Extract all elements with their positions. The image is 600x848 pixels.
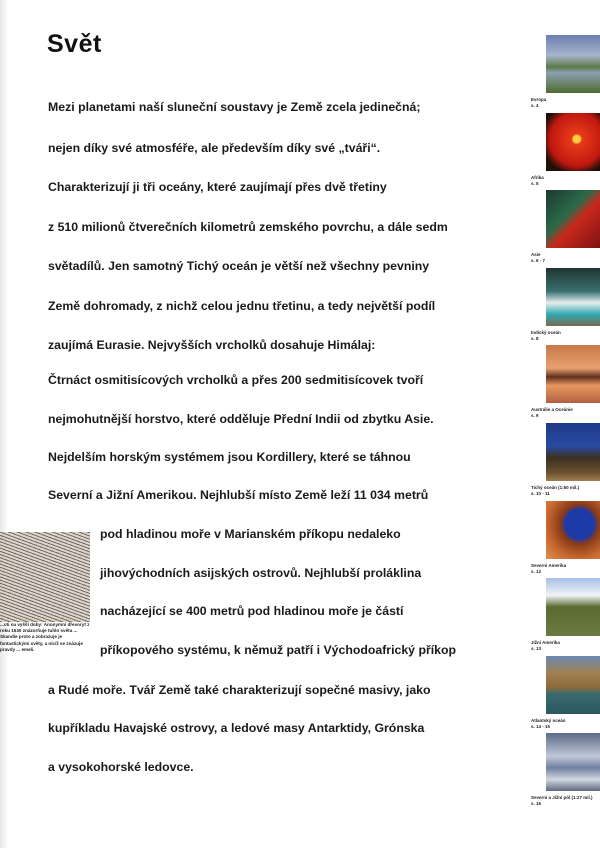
section-page: s. 4 xyxy=(531,103,539,108)
section-name: Evropa xyxy=(531,97,547,102)
section-name: Tichý oceán (1:50 mil.) xyxy=(531,485,580,490)
page-title: Svět xyxy=(47,30,102,58)
section-thumbnail[interactable] xyxy=(546,190,600,248)
section-caption xyxy=(531,97,546,109)
section-thumbnail[interactable] xyxy=(546,423,600,481)
text-line: a Rudé moře. Tvář Země také charakterizují sopečné masivy, jako xyxy=(48,683,431,697)
section-name: Severní a Jižní pól (1:27 mil.) xyxy=(531,795,593,801)
section-caption xyxy=(531,330,561,342)
section-thumbnail[interactable] xyxy=(546,345,600,403)
section-name: Afrika xyxy=(531,174,544,180)
text-line: Nejdelším horským systémem jsou Kordillery, které se táhnou xyxy=(48,450,411,464)
text-line: nejen díky své atmosféře, ale především díky své „tváři“. xyxy=(48,141,381,155)
section-thumbnail[interactable] xyxy=(546,501,600,559)
text-line: kupříkladu Havajské ostrovy, a ledové masy Antarktidy, Grónska xyxy=(48,721,425,735)
section-caption xyxy=(531,640,560,652)
section-page: s. 10 - 11 xyxy=(531,491,550,496)
section-thumbnail[interactable] xyxy=(546,35,600,93)
section-caption xyxy=(531,252,545,264)
text-line: Čtrnáct osmitisícových vrcholků a přes 200 sedmitisícovek tvoří xyxy=(48,373,424,387)
section-thumbnail[interactable] xyxy=(546,656,600,714)
section-name: Indický oceán xyxy=(531,329,561,335)
text-line: pod hladinou moře v Marianském příkopu nedaleko xyxy=(100,527,401,541)
text-line: Země dohromady, z nichž celou jednu třetinu, a tedy největší podíl xyxy=(48,299,436,313)
section-page: s. 12 xyxy=(531,568,542,574)
section-thumbnail[interactable] xyxy=(546,578,600,636)
section-name: Asie xyxy=(531,252,541,258)
section-page: s. 8 xyxy=(531,335,539,341)
text-line: jihovýchodních asijských ostrovů. Nejhlubší proláklina xyxy=(100,566,422,580)
section-name: Atlantský oceán xyxy=(531,717,566,723)
section-caption xyxy=(531,485,579,497)
woodcut-caption: ...oti na vyšší doby: Anonymní dřevoryt z roku 1530 znázorňuje tuhlo světa ... Skandie proto a zobrazuje je fantastickými světy, a nícíž se znázuje pravdy ... emeli. xyxy=(0,622,90,652)
woodcut-image xyxy=(0,532,90,622)
section-page: s. 5 xyxy=(531,180,539,186)
text-line: Severní a Jižní Amerikou. Nejhlubší místo Země leží 11 034 metrů xyxy=(48,488,429,502)
section-caption xyxy=(531,563,566,575)
section-page: s. 16 xyxy=(531,801,542,807)
text-line: Mezi planetami naší sluneční soustavy je Země zcela jedinečná; xyxy=(48,100,421,114)
text-line: zaujímá Eurasie. Nejvyšších vrcholků dosahuje Himálaj: xyxy=(48,338,376,352)
text-line: příkopového systému, k němuž patří i Východoafrický příkop xyxy=(100,643,457,657)
section-thumbnail[interactable] xyxy=(546,733,600,791)
section-caption xyxy=(531,718,566,730)
text-line: nacházející se 400 metrů pod hladinou moře je částí xyxy=(100,604,404,618)
text-line: z 510 milionů čtverečních kilometrů zemského povrchu, a dále sedm xyxy=(48,220,448,234)
page-edge-shadow xyxy=(0,0,8,848)
section-name: Jižní Amerika xyxy=(531,640,560,646)
text-line: a vysokohorské ledovce. xyxy=(48,760,194,774)
section-caption xyxy=(531,407,573,419)
section-thumbnail[interactable] xyxy=(546,268,600,326)
text-line: světadílů. Jen samotný Tichý oceán je větší než všechny pevniny xyxy=(48,259,430,273)
section-page: s. 9 xyxy=(531,413,539,419)
section-page: s. 13 xyxy=(531,646,542,652)
section-caption xyxy=(531,795,593,807)
text-line: nejmohutnější horstvo, které odděluje Přední Indii od zbytku Asie. xyxy=(48,412,434,426)
text-line: Charakterizují ji tři oceány, které zaujímají přes dvě třetiny xyxy=(48,180,387,194)
section-thumbnail[interactable] xyxy=(546,113,600,171)
section-caption xyxy=(531,175,544,187)
section-name: Severní Amerika xyxy=(531,562,567,568)
section-name: Austrálie a Oceánie xyxy=(531,407,573,413)
section-page: s. 6 - 7 xyxy=(531,258,546,264)
section-page: s. 14 - 15 xyxy=(531,723,551,729)
